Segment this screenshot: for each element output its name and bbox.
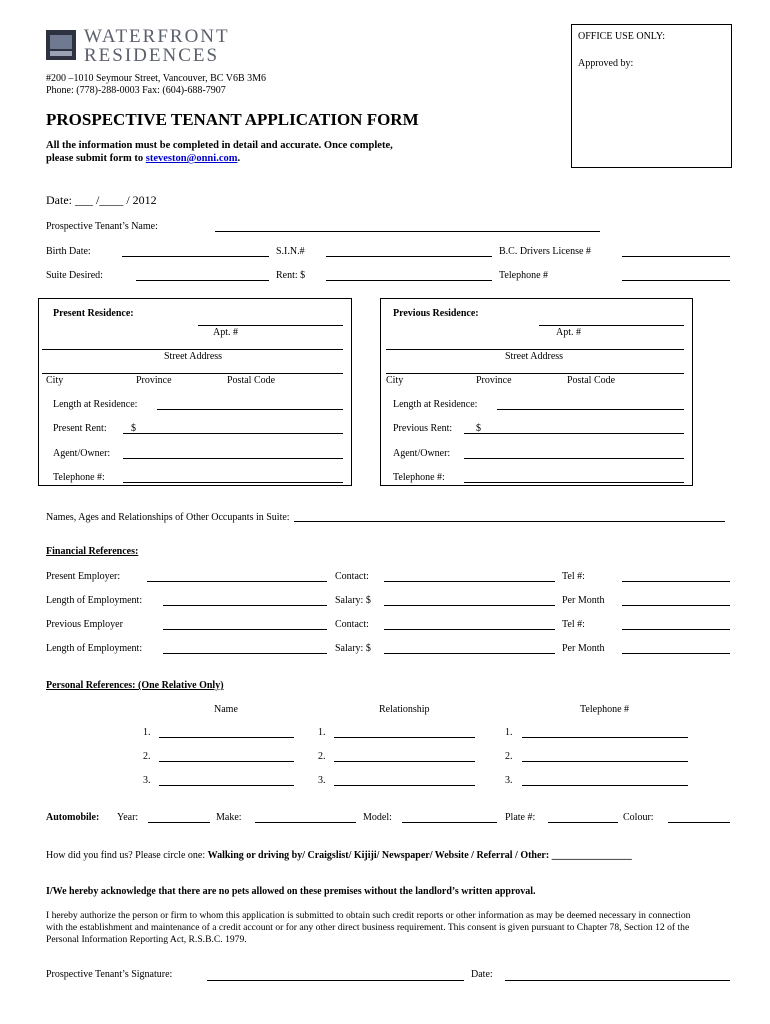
rent-label: Rent: $ xyxy=(276,270,306,281)
model-label: Model: xyxy=(363,812,392,823)
signature-date-field[interactable] xyxy=(505,980,730,981)
rent-field[interactable] xyxy=(326,280,492,281)
ref2-telephone-field[interactable] xyxy=(522,761,688,762)
contact1-field[interactable] xyxy=(384,581,555,582)
make-field[interactable] xyxy=(255,822,356,823)
salary1-field[interactable] xyxy=(384,605,555,606)
previous-employer-field[interactable] xyxy=(163,629,327,630)
ref3-telephone-number: 3. xyxy=(505,775,513,786)
date-line: Date: ___ /____ / 2012 xyxy=(46,193,157,207)
tel1-field[interactable] xyxy=(622,581,730,582)
salary2-field[interactable] xyxy=(384,653,555,654)
license-field[interactable] xyxy=(622,256,730,257)
birth-date-field[interactable] xyxy=(122,256,269,257)
ref2-name-number: 2. xyxy=(143,751,151,762)
ref3-relationship-number: 3. xyxy=(318,775,326,786)
present-length-label: Length at Residence: xyxy=(53,399,138,410)
present-employer-field[interactable] xyxy=(147,581,327,582)
ref1-name-field[interactable] xyxy=(159,737,294,738)
previous-telephone-field[interactable] xyxy=(464,482,684,483)
consent-line1: I hereby authorize the person or firm to whom this application is submitted to obtain such credit reports or other information as may be deemed necessary in connection xyxy=(46,910,691,921)
telephone-field[interactable] xyxy=(622,280,730,281)
previous-employer-label: Previous Employer xyxy=(46,619,123,630)
suite-desired-label: Suite Desired: xyxy=(46,270,103,281)
ref2-name-field[interactable] xyxy=(159,761,294,762)
contact2-field[interactable] xyxy=(384,629,555,630)
pets-notice: I/We hereby acknowledge that there are no pets allowed on these premises without the landlord’s written approval. xyxy=(46,886,536,897)
ref3-relationship-field[interactable] xyxy=(334,785,475,786)
signature-label: Prospective Tenant’s Signature: xyxy=(46,969,173,980)
logo-icon xyxy=(46,30,76,60)
length2-field[interactable] xyxy=(163,653,327,654)
previous-rent-dollar: $ xyxy=(476,423,481,434)
plate-label: Plate #: xyxy=(505,812,536,823)
per-month1-label: Per Month xyxy=(562,595,605,606)
financial-heading: Financial References: xyxy=(46,546,139,557)
model-field[interactable] xyxy=(402,822,497,823)
previous-rent-label: Previous Rent: xyxy=(393,423,453,434)
brand-line1: WATERFRONT xyxy=(84,26,230,47)
present-rent-dollar: $ xyxy=(131,423,136,434)
previous-postal-label: Postal Code xyxy=(567,375,616,386)
present-telephone-field[interactable] xyxy=(123,482,343,483)
suite-desired-field[interactable] xyxy=(136,280,269,281)
present-apt-field[interactable] xyxy=(198,325,343,326)
present-agent-label: Agent/Owner: xyxy=(53,448,111,459)
present-rent-label: Present Rent: xyxy=(53,423,107,434)
email-link[interactable]: steveston@onni.com xyxy=(145,153,238,164)
sin-label: S.I.N.# xyxy=(276,246,305,257)
present-street-field[interactable] xyxy=(42,349,343,350)
length2-label: Length of Employment: xyxy=(46,643,143,654)
sin-field[interactable] xyxy=(326,256,492,257)
col-name-header: Name xyxy=(214,704,238,715)
instructions-line1: All the information must be completed in detail and accurate. Once complete, xyxy=(46,140,393,151)
year-label: Year: xyxy=(117,812,139,823)
per-month2-field[interactable] xyxy=(622,653,730,654)
previous-rent-field[interactable] xyxy=(464,433,684,434)
present-telephone-label: Telephone #: xyxy=(53,472,105,483)
ref3-name-number: 3. xyxy=(143,775,151,786)
plate-field[interactable] xyxy=(548,822,618,823)
previous-agent-label: Agent/Owner: xyxy=(393,448,451,459)
telephone-label: Telephone # xyxy=(499,270,549,281)
occupants-label: Names, Ages and Relationships of Other Occupants in Suite: xyxy=(46,512,290,523)
ref1-telephone-field[interactable] xyxy=(522,737,688,738)
length1-label: Length of Employment: xyxy=(46,595,143,606)
tel2-field[interactable] xyxy=(622,629,730,630)
ref3-name-field[interactable] xyxy=(159,785,294,786)
per-month2-label: Per Month xyxy=(562,643,605,654)
present-employer-label: Present Employer: xyxy=(46,571,121,582)
present-city-field[interactable] xyxy=(42,373,343,374)
license-label: B.C. Drivers License # xyxy=(499,246,591,257)
salary2-label: Salary: $ xyxy=(335,643,371,654)
birth-date-label: Birth Date: xyxy=(46,246,91,257)
previous-apt-field[interactable] xyxy=(539,325,684,326)
present-rent-field[interactable] xyxy=(123,433,343,434)
length1-field[interactable] xyxy=(163,605,327,606)
make-label: Make: xyxy=(216,812,242,823)
salary1-label: Salary: $ xyxy=(335,595,371,606)
previous-street-field[interactable] xyxy=(386,349,684,350)
office-use-label: OFFICE USE ONLY: xyxy=(578,31,665,42)
office-use-box xyxy=(571,24,732,168)
ref2-relationship-field[interactable] xyxy=(334,761,475,762)
tel1-label: Tel #: xyxy=(562,571,585,582)
contact2-label: Contact: xyxy=(335,619,369,630)
automobile-label: Automobile: xyxy=(46,812,100,823)
instructions-line2: please submit form to steveston@onni.com. xyxy=(46,153,241,164)
previous-apt-label: Apt. # xyxy=(556,327,581,338)
per-month1-field[interactable] xyxy=(622,605,730,606)
colour-label: Colour: xyxy=(623,812,654,823)
col-relationship-header: Relationship xyxy=(379,704,430,715)
present-residence-heading: Present Residence: xyxy=(53,308,134,319)
office-phone: Phone: (778)-288-0003 Fax: (604)-688-7907 xyxy=(46,85,226,96)
previous-street-label: Street Address xyxy=(505,351,564,362)
year-field[interactable] xyxy=(148,822,210,823)
ref1-telephone-number: 1. xyxy=(505,727,513,738)
ref1-relationship-field[interactable] xyxy=(334,737,475,738)
signature-field[interactable] xyxy=(207,980,464,981)
tel2-label: Tel #: xyxy=(562,619,585,630)
find-us-question: How did you find us? Please circle one: Walking or driving by/ Craigslist/ Kijiji/ Newspaper/ Website / Referral / Other: ________________ xyxy=(46,850,632,861)
previous-province-label: Province xyxy=(476,375,512,386)
previous-residence-heading: Previous Residence: xyxy=(393,308,479,319)
present-agent-field[interactable] xyxy=(123,458,343,459)
col-telephone-header: Telephone # xyxy=(580,704,630,715)
tenant-name-field[interactable] xyxy=(215,231,600,232)
ref2-telephone-number: 2. xyxy=(505,751,513,762)
find-us-options[interactable]: Walking or driving by/ Craigslist/ Kijiji/ Newspaper/ Website / Referral / Other: ________________ xyxy=(207,850,632,861)
office-address: #200 –1010 Seymour Street, Vancouver, BC V6B 3M6 xyxy=(46,73,267,84)
approved-by-label: Approved by: xyxy=(578,58,634,69)
page-title: PROSPECTIVE TENANT APPLICATION FORM xyxy=(46,110,419,129)
ref2-relationship-number: 2. xyxy=(318,751,326,762)
signature-date-label: Date: xyxy=(471,969,493,980)
previous-agent-field[interactable] xyxy=(464,458,684,459)
ref1-relationship-number: 1. xyxy=(318,727,326,738)
previous-city-label: City xyxy=(386,375,404,386)
present-street-label: Street Address xyxy=(164,351,223,362)
ref3-telephone-field[interactable] xyxy=(522,785,688,786)
previous-telephone-label: Telephone #: xyxy=(393,472,445,483)
present-province-label: Province xyxy=(136,375,172,386)
previous-length-field[interactable] xyxy=(497,409,684,410)
present-apt-label: Apt. # xyxy=(213,327,238,338)
present-length-field[interactable] xyxy=(157,409,343,410)
colour-field[interactable] xyxy=(668,822,730,823)
contact1-label: Contact: xyxy=(335,571,369,582)
consent-line2: with the establishment and maintenance of a credit account or for any other direct business requirement. This consent is given pursuant to Chapter 78, Section 12 of the xyxy=(46,922,690,933)
previous-city-field[interactable] xyxy=(386,373,684,374)
consent-line3: Personal Information Reporting Act, R.S.B.C. 1979. xyxy=(46,934,247,945)
brand-line2: RESIDENCES xyxy=(84,45,220,66)
tenant-name-label: Prospective Tenant’s Name: xyxy=(46,221,158,232)
occupants-field[interactable] xyxy=(294,521,725,522)
personal-heading: Personal References: (One Relative Only) xyxy=(46,680,224,691)
previous-length-label: Length at Residence: xyxy=(393,399,478,410)
present-city-label: City xyxy=(46,375,64,386)
ref1-name-number: 1. xyxy=(143,727,151,738)
present-postal-label: Postal Code xyxy=(227,375,276,386)
